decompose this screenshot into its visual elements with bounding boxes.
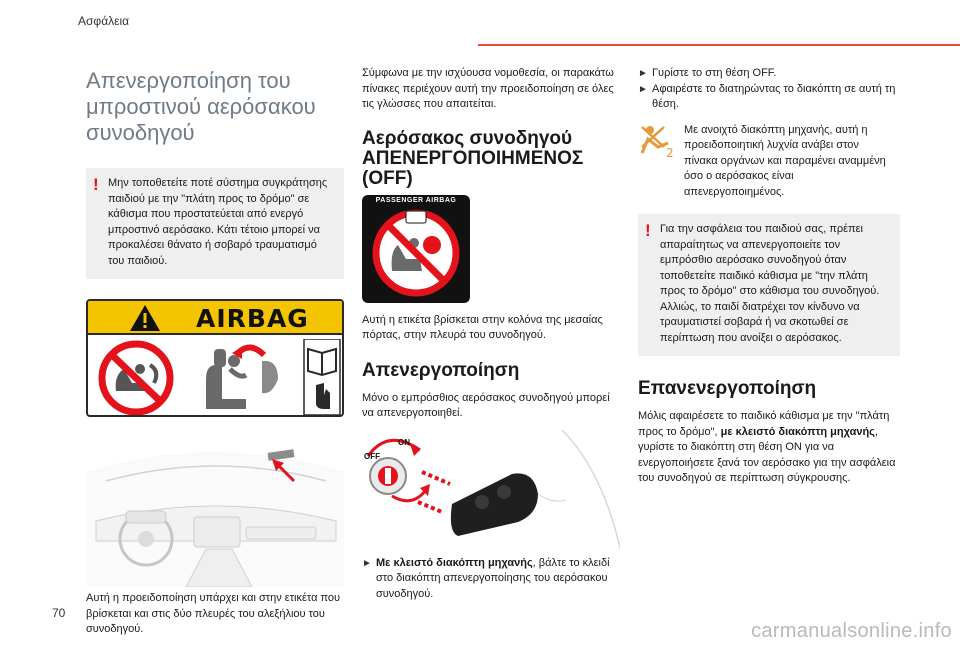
- remove-key-step-text: Αφαιρέστε το διατηρώντας το διακόπτη σε αυτή τη θέση.: [652, 82, 896, 110]
- reactivation-text-pre: Μόλις αφαιρέσετε το παιδικό κάθισμα με την "πλάτη προς το δρόμο",: [638, 410, 890, 438]
- deactivation-heading: Απενεργοποίηση: [362, 359, 520, 381]
- sticker-label-text: PASSENGER AIRBAG: [375, 196, 457, 204]
- no-child-seat-icon: [94, 339, 184, 417]
- column-3: [638, 60, 900, 487]
- bullet-arrow-icon: ►: [638, 68, 648, 79]
- turn-off-step: [638, 66, 900, 82]
- intro-text: Σύμφωνα με την ισχύουσα νομοθεσία, οι παρακάτω πίνακες περιέχουν αυτή την προειδοποίηση σε όλες τις γλώσσες που απαιτείται.: [362, 67, 614, 110]
- page-number: 70: [52, 606, 66, 620]
- deactivation-text: Μόνο ο εμπρόσθιος αερόσακος συνοδηγού μπορεί να απενεργοποιηθεί.: [362, 391, 610, 419]
- key-switch-illustration: [362, 430, 620, 548]
- passenger-airbag-sticker: [362, 195, 470, 303]
- watermark: carmanualsonline.info: [751, 620, 952, 642]
- heading-line-1: Αερόσακος συνοδηγού: [362, 127, 573, 149]
- warning-triangle-icon: [128, 303, 162, 333]
- page-title: Απενεργοποίηση του μπροστινού αερόσακου συνοδηγού: [86, 68, 316, 145]
- dashboard-image: [86, 441, 344, 587]
- turn-off-step-text: Γυρίστε το στη θέση OFF.: [652, 67, 777, 79]
- airbag-off-lamp-icon: [638, 123, 676, 159]
- column-1: [86, 60, 344, 638]
- dashboard-illustration: [86, 441, 344, 587]
- column-2: [362, 60, 620, 602]
- warning-lamp-text: Με ανοιχτό διακόπτη μηχανής, αυτή η προειδοποιητική λυχνία ανάβει στον πίνακα οργάνων και παραμένει αναμμένη όσο ο αερόσακος είναι απενεργοποιημένος.: [684, 123, 886, 198]
- svg-text:2: 2: [666, 145, 674, 159]
- section-header: Ασφάλεια: [78, 14, 130, 28]
- airbag-label-text: AIRBAG: [196, 304, 309, 333]
- switch-on-label: ON: [398, 437, 410, 447]
- passenger-airbag-off-heading: [362, 129, 620, 189]
- airbag-band: [88, 301, 342, 335]
- warning-box: [86, 168, 344, 279]
- reactivation-heading: Επανενεργοποίηση: [638, 378, 817, 399]
- sticker-caption: Αυτή η ετικέτα βρίσκεται στην κολόνα της μεσαίας πόρτας, στην πλευρά του συνοδηγού.: [362, 313, 603, 341]
- heading-line-2: ΑΠΕΝΕΡΓΟΠΟΙΗΜΕΝΟΣ: [362, 147, 584, 169]
- heading-line-3: (OFF): [362, 167, 413, 189]
- label-caption: Αυτή η προειδοποίηση υπάρχει και στην ετικέτα που βρίσκεται και στις δύο πλευρές του αλεξήλιου του συνοδηγού.: [86, 592, 341, 635]
- exclamation-icon: !: [93, 175, 99, 194]
- remove-key-step: [638, 82, 900, 113]
- reactivation-text-bold: με κλειστό διακόπτη μηχανής: [720, 425, 875, 438]
- child-safety-warning-text: Για την ασφάλεια του παιδιού σας, πρέπει απαραίτητως να απενεργοποιείτε τον εμπρόσθιο αερόσακο συνοδηγού όταν τοποθετείτε παιδικό κάθισμα με "την πλάτη προς το δρόμο" στο κάθισμα του συνοδηγού. Αλλιώς, το παιδί διατρέχει τον κίνδυνο να τραυματιστεί σοβαρά ή να σκοτωθεί σε περίπτωση που ανοίξει ο αερόσακος.: [660, 223, 880, 344]
- warning-lamp-note: [638, 123, 900, 201]
- exclamation-icon: !: [645, 221, 651, 240]
- header-rule: [478, 44, 960, 46]
- switch-off-label: OFF: [364, 451, 380, 461]
- insert-key-step-text: , βάλτε το κλειδί στο διακόπτη απενεργοποίησης του αερόσακου συνοδηγού.: [376, 556, 610, 600]
- insert-key-step: [362, 556, 620, 603]
- reactivation-text: [638, 409, 900, 487]
- reactivation-text-post: , γυρίστε το διακόπτη στη θέση ON για να ενεργοποιήσετε ξανά τον αερόσακο για την ασφάλεια του συνοδηγού σε περίπτωση σύγκρουσης.: [638, 425, 896, 484]
- airbag-off-sticker-icon: [362, 195, 470, 303]
- warning-text: Μην τοποθετείτε ποτέ σύστημα συγκράτησης παιδιού με την "πλάτη προς το δρόμο" σε κάθισμα που προστατεύεται από ενεργό μπροστινό αερόσακο. Κάτι τέτοιο μπορεί να προκαλέσει θάνατο ή σοβαρό τραυματισμό του παιδιού.: [108, 177, 328, 267]
- bullet-arrow-icon: ►: [362, 557, 372, 569]
- airbag-deploy-icon: [192, 339, 292, 417]
- manual-book-icon: [302, 339, 342, 415]
- key-switch-image: [362, 430, 620, 548]
- bullet-arrow-icon: ►: [638, 83, 648, 95]
- insert-key-step-bold: Με κλειστό διακόπτη μηχανής: [376, 556, 533, 569]
- child-safety-warning-box: [638, 214, 900, 356]
- airbag-warning-label: [86, 299, 344, 417]
